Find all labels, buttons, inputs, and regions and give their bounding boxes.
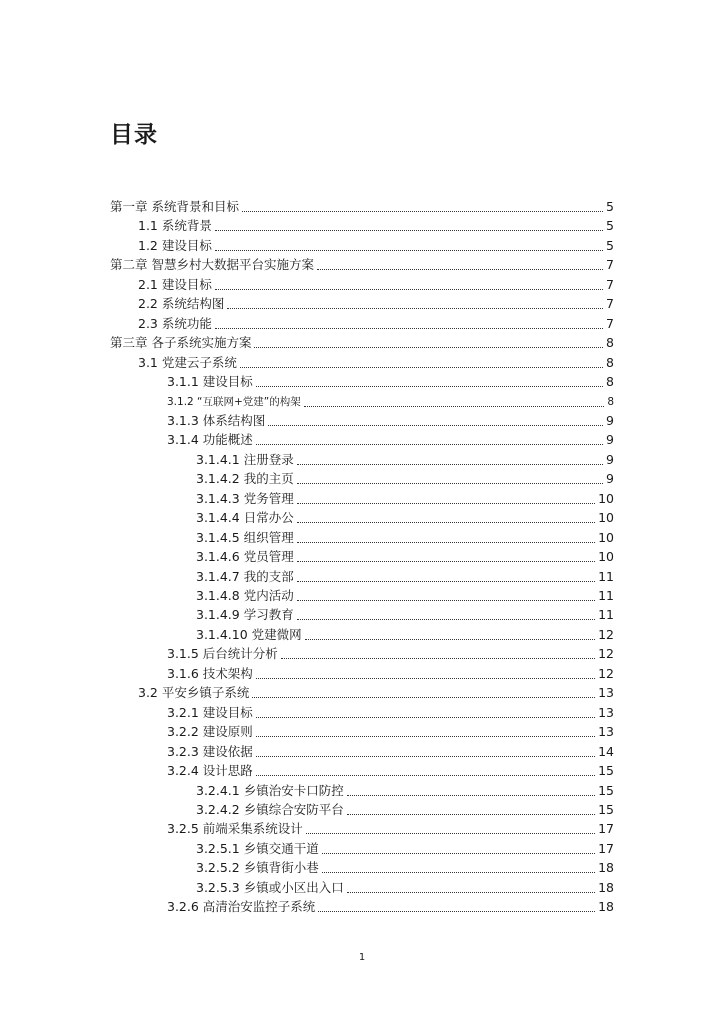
toc-dot-leader <box>215 230 603 231</box>
toc-entry-title: 3.1.4.4 日常办公 <box>196 510 294 526</box>
toc-entry-page: 12 <box>598 646 614 662</box>
toc-entry[interactable] <box>196 490 614 508</box>
toc-entry[interactable] <box>196 509 614 527</box>
toc-entry-title: 3.1.1 建设目标 <box>167 374 253 390</box>
toc-entry[interactable] <box>196 801 614 819</box>
toc-entry[interactable] <box>167 820 614 838</box>
toc-entry[interactable] <box>138 315 614 333</box>
toc-entry[interactable] <box>196 568 614 586</box>
toc-entry-page: 10 <box>598 510 614 526</box>
toc-entry[interactable] <box>167 412 614 430</box>
toc-dot-leader <box>297 503 595 504</box>
toc-entry-title: 第三章 各子系统实施方案 <box>110 335 252 351</box>
toc-entry-title: 3.1.4.6 党员管理 <box>196 549 294 565</box>
toc-entry-page: 7 <box>606 296 614 312</box>
toc-entry[interactable] <box>138 684 614 702</box>
toc-entry[interactable] <box>138 276 614 294</box>
toc-entry-page: 14 <box>598 743 614 759</box>
toc-entry[interactable] <box>196 840 614 858</box>
toc-dot-leader <box>297 561 595 562</box>
toc-entry-title: 第二章 智慧乡村大数据平台实施方案 <box>110 257 314 273</box>
toc-entry-page: 11 <box>598 588 614 603</box>
toc-entry-title: 3.1.4 功能概述 <box>167 432 253 448</box>
toc-entry[interactable] <box>196 879 614 897</box>
toc-entry-page: 13 <box>598 685 614 701</box>
toc-entry-page: 10 <box>598 529 614 545</box>
toc-entry[interactable] <box>196 606 614 624</box>
toc-dot-leader <box>297 522 595 523</box>
toc-dot-leader <box>256 736 595 737</box>
toc-entry-title: 1.2 建设目标 <box>138 237 212 253</box>
toc-dot-leader <box>240 367 603 368</box>
toc-dot-leader <box>318 911 595 912</box>
toc-dot-leader <box>256 678 595 679</box>
toc-entry[interactable] <box>138 217 614 235</box>
toc-dot-leader <box>252 697 595 698</box>
toc-entry-title: 3.2.5.2 乡镇背街小巷 <box>196 860 319 876</box>
toc-entry[interactable] <box>138 237 614 255</box>
toc-dot-leader <box>306 833 595 834</box>
toc-dot-leader <box>322 872 595 873</box>
toc-dot-leader <box>297 542 595 543</box>
toc-entry-page: 8 <box>606 354 614 370</box>
toc-entry-title: 3.1.4.3 党务管理 <box>196 490 294 506</box>
toc-dot-leader <box>227 308 603 309</box>
toc-entry-page: 10 <box>598 490 614 506</box>
toc-entry[interactable] <box>167 704 614 722</box>
toc-entry-page: 13 <box>598 724 614 740</box>
toc-entry[interactable] <box>138 295 614 313</box>
toc-entry[interactable] <box>167 393 614 411</box>
toc-dot-leader <box>256 444 603 445</box>
toc-entry-title: 3.1.4.10 党建微网 <box>196 626 302 642</box>
toc-dot-leader <box>304 406 605 407</box>
toc-entry-page: 17 <box>598 821 614 837</box>
toc-entry[interactable] <box>196 451 614 469</box>
toc-dot-leader <box>297 600 595 601</box>
toc-entry[interactable] <box>138 354 614 372</box>
toc-entry-page: 11 <box>598 568 614 584</box>
toc-entry-title: 3.1.6 技术架构 <box>167 665 253 681</box>
toc-entry-page: 18 <box>598 860 614 876</box>
toc-dot-leader <box>317 269 603 270</box>
toc-entry-title: 3.2.1 建设目标 <box>167 704 253 720</box>
toc-entry-page: 8 <box>606 374 614 390</box>
toc-dot-leader <box>215 328 603 329</box>
toc-entry-page: 15 <box>598 763 614 779</box>
toc-entry-title: 3.1.5 后台统计分析 <box>167 646 278 662</box>
toc-entry-title: 3.1.4.2 我的主页 <box>196 471 294 487</box>
toc-entry-title: 3.1 党建云子系统 <box>138 354 237 370</box>
toc-entry-title: 3.2.5 前端采集系统设计 <box>167 821 303 837</box>
toc-entry[interactable] <box>196 859 614 877</box>
toc-entry[interactable] <box>167 762 614 780</box>
toc-entry-title: 3.2 平安乡镇子系统 <box>138 685 250 701</box>
toc-dot-leader <box>281 658 595 659</box>
toc-entry[interactable] <box>196 529 614 547</box>
toc-entry[interactable] <box>196 626 614 644</box>
toc-entry[interactable] <box>167 898 614 916</box>
toc-dot-leader <box>297 581 595 582</box>
toc-dot-leader <box>305 639 595 640</box>
page-number: 1 <box>358 952 366 963</box>
toc-entry-title: 2.2 系统结构图 <box>138 296 225 312</box>
toc-entry[interactable] <box>110 334 614 352</box>
toc-entry[interactable] <box>167 645 614 663</box>
toc-dot-leader <box>256 717 595 718</box>
toc-entry-page: 11 <box>598 607 614 623</box>
toc-entry-page: 18 <box>598 899 614 915</box>
toc-dot-leader <box>297 483 603 484</box>
toc-entry[interactable] <box>167 743 614 761</box>
toc-entry[interactable] <box>167 431 614 449</box>
toc-entry-page: 8 <box>606 335 614 351</box>
toc-entry-page: 5 <box>606 218 614 234</box>
toc-dot-leader <box>347 814 595 815</box>
toc-entry[interactable] <box>167 665 614 683</box>
toc-entry[interactable] <box>167 723 614 741</box>
toc-entry-page: 12 <box>598 626 614 642</box>
toc-entry-title: 3.2.3 建设依据 <box>167 743 253 759</box>
toc-entry-title: 3.2.6 高清治安监控子系统 <box>167 899 316 915</box>
toc-entry-page: 15 <box>598 782 614 798</box>
toc-dot-leader <box>242 211 603 212</box>
toc-entry-page: 7 <box>606 276 614 292</box>
toc-entry-title: 2.1 建设目标 <box>138 276 212 292</box>
toc-entry-title: 3.2.5.3 乡镇或小区出入口 <box>196 879 344 895</box>
toc-entry[interactable] <box>110 256 614 274</box>
toc-entry-page: 13 <box>598 704 614 720</box>
toc-dot-leader <box>256 386 603 387</box>
toc-dot-leader <box>254 347 603 348</box>
toc-entry-page: 10 <box>598 549 614 565</box>
toc-dot-leader <box>268 425 603 426</box>
toc-dot-leader <box>256 756 595 757</box>
toc-entry-title: 3.1.4.1 注册登录 <box>196 451 294 467</box>
toc-dot-leader <box>256 775 595 776</box>
toc-entry[interactable] <box>196 587 614 605</box>
toc-entry[interactable] <box>167 373 614 391</box>
toc-entry-title: 3.2.4.1 乡镇治安卡口防控 <box>196 782 344 798</box>
toc-entry-page: 9 <box>606 471 614 487</box>
toc-entry[interactable] <box>196 470 614 488</box>
toc-entry-title: 2.3 系统功能 <box>138 315 212 331</box>
toc-entry-title: 3.1.4.7 我的支部 <box>196 568 294 584</box>
toc-entry-title: 3.2.5.1 乡镇交通干道 <box>196 840 319 856</box>
toc-dot-leader <box>215 289 603 290</box>
toc-entry[interactable] <box>196 782 614 800</box>
toc-entry-title: 3.1.4.9 学习教育 <box>196 607 294 623</box>
toc-entry-page: 17 <box>598 840 614 856</box>
toc-entry-title: 3.1.2 “互联网+党建”的构架 <box>167 395 301 408</box>
toc-entry-title: 1.1 系统背景 <box>138 218 212 234</box>
toc-dot-leader <box>297 619 595 620</box>
toc-entry-page: 12 <box>598 665 614 681</box>
toc-entry-page: 8 <box>607 395 614 408</box>
toc-dot-leader <box>347 795 595 796</box>
toc-entry-page: 15 <box>598 801 614 817</box>
toc-entry-page: 9 <box>606 451 614 467</box>
toc-entry-title: 3.1.4.8 党内活动 <box>196 588 294 603</box>
toc-entry-page: 7 <box>606 257 614 273</box>
toc-dot-leader <box>347 892 595 893</box>
toc-entry-page: 5 <box>606 199 614 214</box>
toc-entry-page: 9 <box>606 432 614 448</box>
toc-dot-leader <box>297 464 603 465</box>
toc-dot-leader <box>322 853 595 854</box>
toc-entry[interactable] <box>110 198 614 216</box>
toc-entry-page: 7 <box>606 315 614 331</box>
toc-entry-title: 3.2.4.2 乡镇综合安防平台 <box>196 801 344 817</box>
page-title: 目录 <box>110 122 158 148</box>
toc-entry-page: 9 <box>606 412 614 428</box>
toc-entry-title: 第一章 系统背景和目标 <box>110 199 239 214</box>
toc-entry-title: 3.2.4 设计思路 <box>167 763 253 779</box>
toc-entry-page: 5 <box>606 237 614 253</box>
toc-entry-title: 3.1.4.5 组织管理 <box>196 529 294 545</box>
toc-dot-leader <box>215 250 603 251</box>
toc-entry[interactable] <box>196 548 614 566</box>
toc-entry-title: 3.1.3 体系结构图 <box>167 412 266 428</box>
toc-entry-page: 18 <box>598 879 614 895</box>
toc-entry-title: 3.2.2 建设原则 <box>167 724 253 740</box>
